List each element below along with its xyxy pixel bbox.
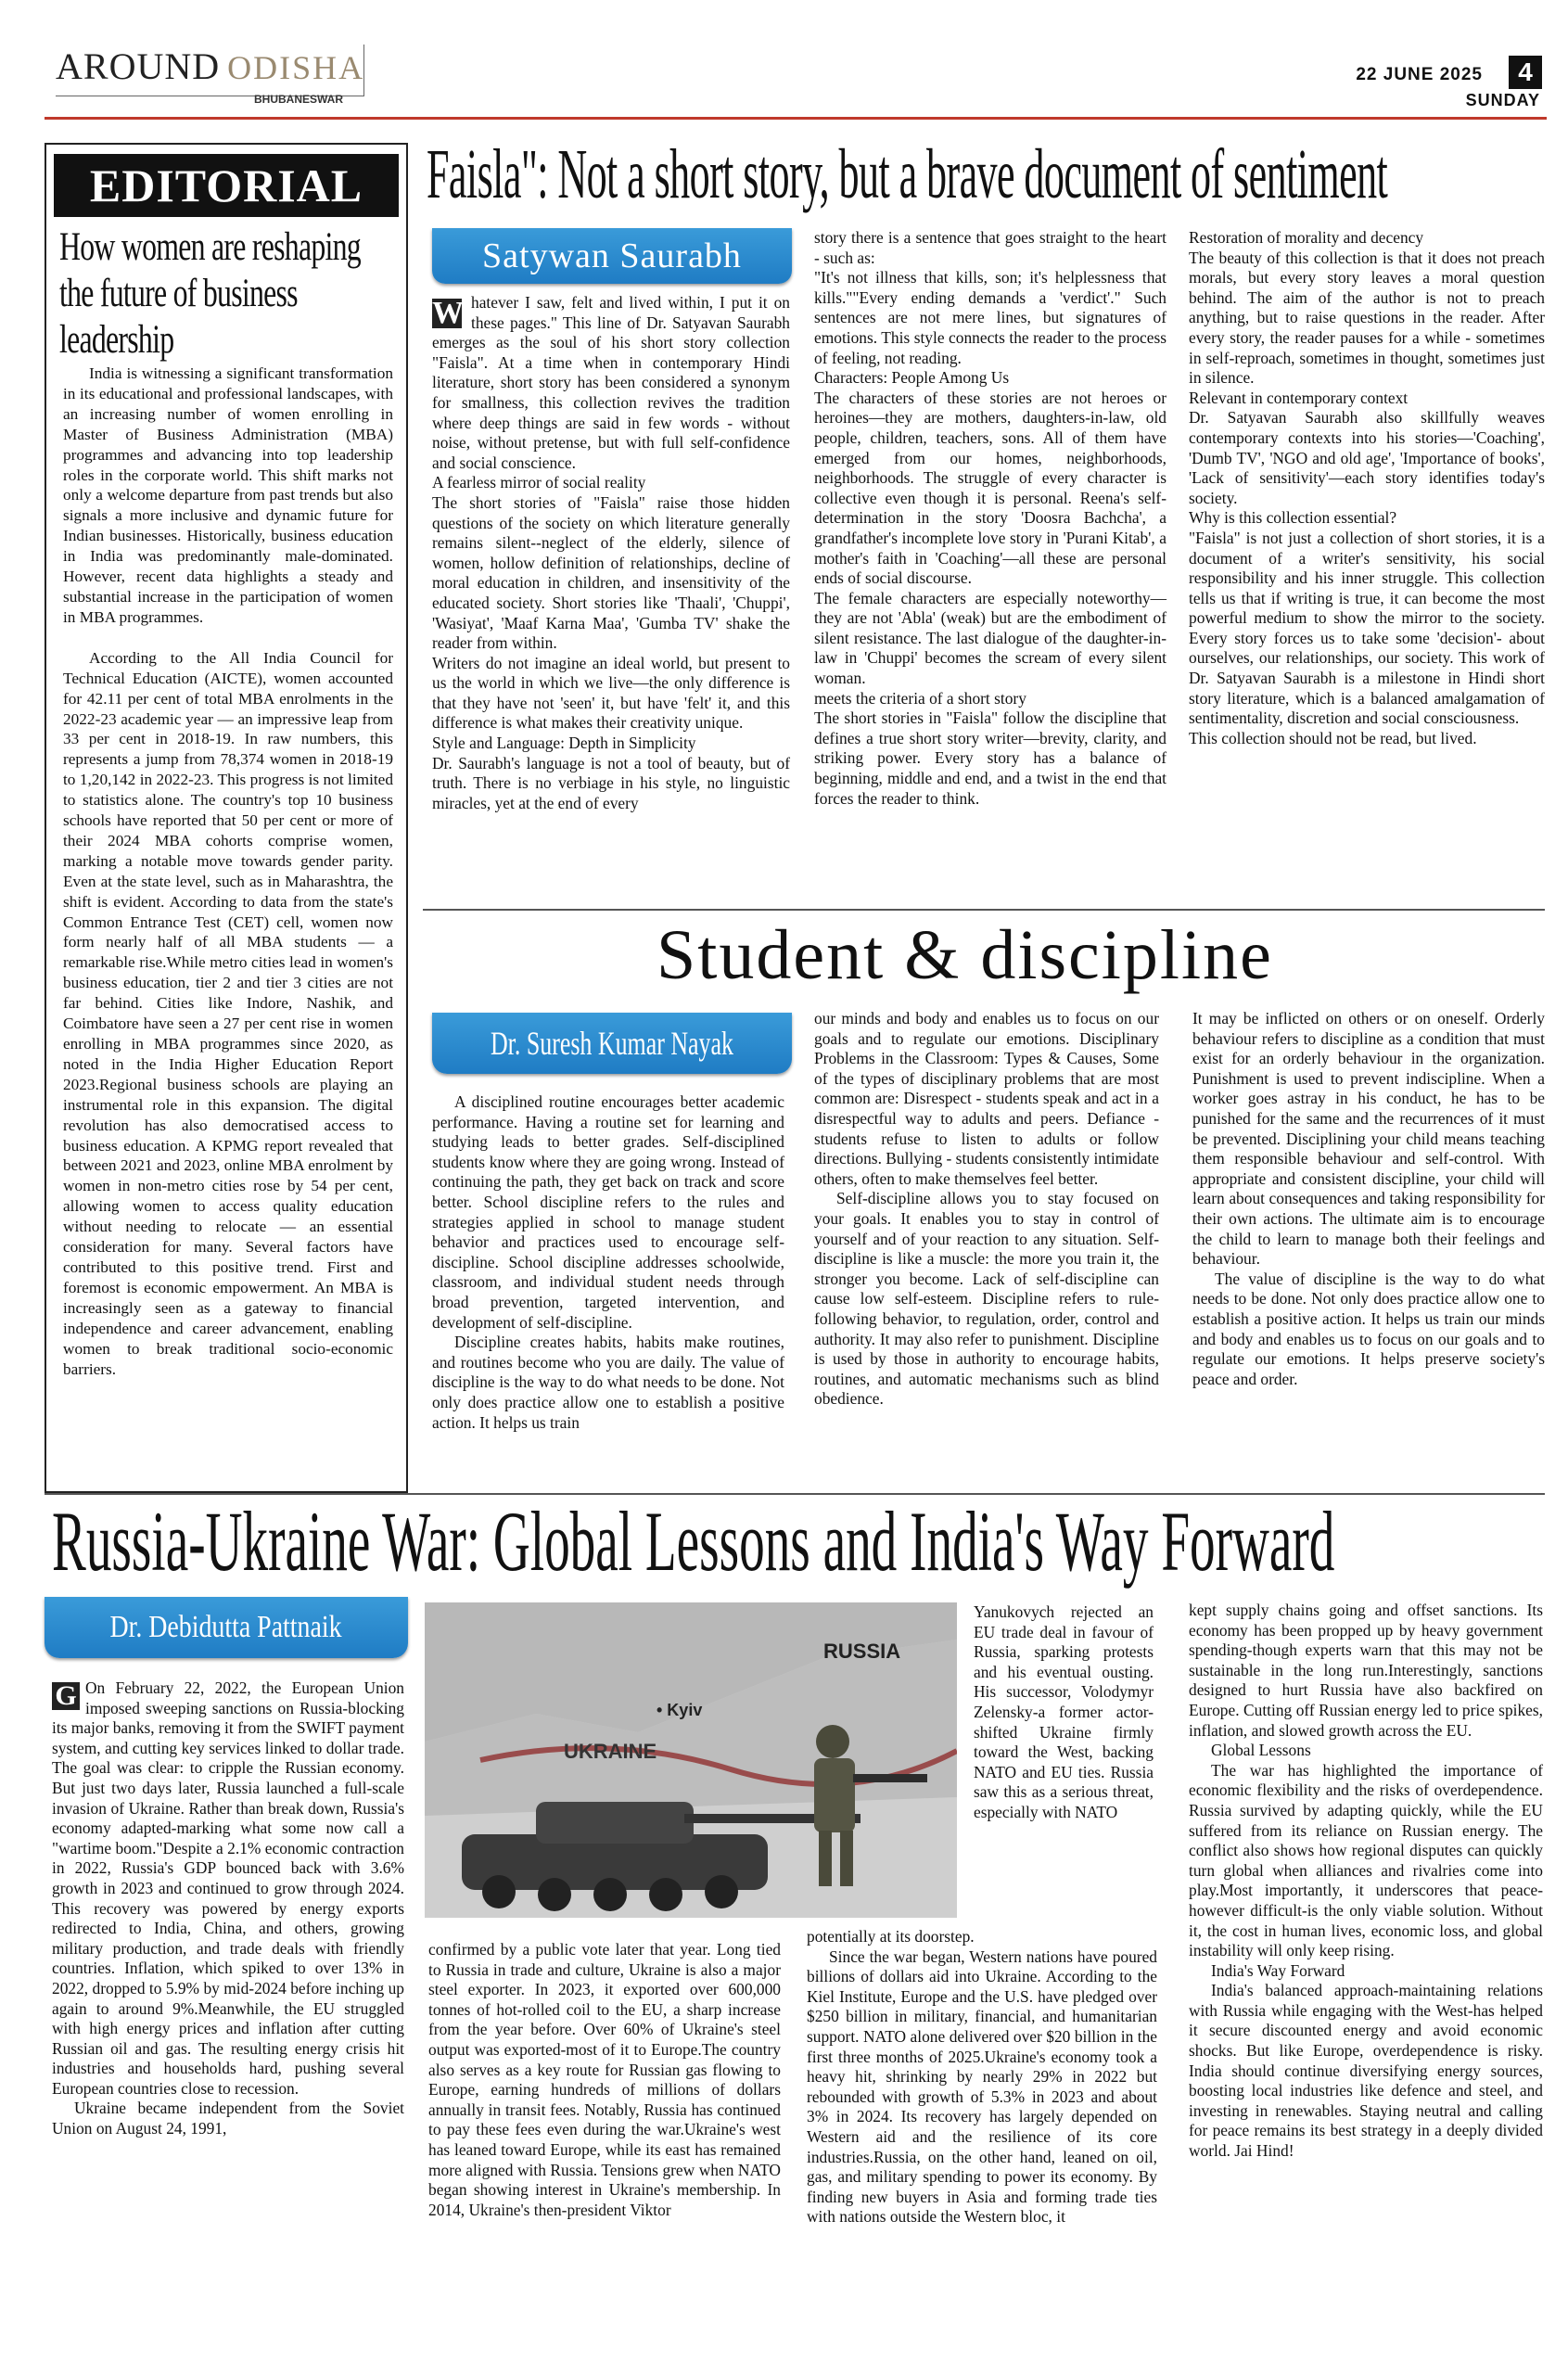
faisla-paragraph: Dr. Satyavan Saurabh also skillfully weaves contemporary contexts into his stories—'Coaching', 'Dumb TV', 'NGO and old age', 'Importance of books', 'Lack of sensitivity'—each story identifies today's society.: [1189, 408, 1545, 507]
russia-paragraph: potentially at its doorstep.: [807, 1927, 975, 1946]
russia-paragraph: kept supply chains going and offset sanctions. Its economy has been propped up by heavy government spending-though experts warn that this may not be sustainable in the long run.Interestingly, sanctions designed to hurt Russia have also backfired on Europe. Cutting off Russian energy led to price spikes, inflation, and slowed growth across the EU.: [1189, 1601, 1543, 1740]
russia-dropcap: G: [52, 1682, 80, 1710]
label-ukraine: UKRAINE: [564, 1740, 657, 1763]
student-paragraph: our minds and body and enables us to focus on our goals and to regulate our emotions. Disciplinary Problems in the Classroom: Types & Causes, Some of the types of disciplinary problems that are most common are: Disrespect - students speak and act in a disrespectful way to adults and peers. Defiance - students refuse to listen to adults or follow directions. Bullying - students consistently intimidate others, often to make themselves feel better.: [814, 1009, 1159, 1188]
russia-headline: Russia-Ukraine War: Global Lessons and India's Way Forward: [52, 1494, 1335, 1589]
faisla-subhead: Relevant in contemporary context: [1189, 388, 1409, 407]
student-headline: Student & discipline: [657, 916, 1273, 994]
faisla-paragraph: The short stories of "Faisla" raise those hidden questions of the society on which literature generally remains silent--neglect of the elderly, silence of women, hollow definition of relationships, decline of moral education in children, and insensitivity of the educated society. Short stories like 'Thaali', 'Chuppi', 'Wasiyat', 'Maaf Karna Maa', 'Gumba TV' shake the reader from within.: [432, 492, 790, 653]
student-paragraph: It may be inflicted on others or on oneself. Orderly behaviour refers to discipline as a condition that must exist for an orderly behaviour in the organization. Punishment is used to prevent indiscipline. When a worker goes astray in his conduct, he has to be punished for the same and the recurrences of it must be prevented. Disciplining your child means teaching them responsible behaviour and self-control. With appropriate and consistent discipline, your child will learn about consequences and taking responsibility for their own actions. The ultimate aim is to encourage the child to learn to manage both their feelings and behaviour.: [1192, 1009, 1545, 1269]
editorial-paragraph: According to the All India Council for Technical Education (AICTE), women accounted for 42.11 per cent of total MBA enrolments in the 2022-23 academic year — an impressive leap from 33 per cent in 2018-19. In raw numbers, this represents a jump from 78,374 women in 2018-19 to 1,20,142 in 2022-23. This progress is not limited to statistics alone. The country's top 10 business schools have reported that 50 per cent or more of their 2024 MBA cohorts comprise women, marking a notable move towards gender parity. Even at the state level, such as in Maharashtra, the shift is evident. According to data from the state's Common Entrance Test (CET) cell, women now form nearly half of all MBA students — a remarkable rise.While metro cities lead in women's business education, tier 2 and tier 3 cities are not far behind. Cities like Indore, Nashik, and Coimbatore have seen a 27 per cent rise in women enrolling in MBA programmes since 2020, as noted in the India Higher Education Report 2023.Regional business schools are playing an instrumental role in this expansion. The digital revolution has also democratised access to business education. A KPMG report revealed that between 2021 and 2023, online MBA enrolment by women in non-metro cities rose by 54 per cent, allowing women to access quality education without needing to relocate — an essential consideration for many. Several factors have contributed to this positive trend. First and foremost is economic empowerment. An MBA is increasingly seen as a gateway to financial independence and career advancement, enabling women to break traditional socio-economic barriers.: [63, 648, 393, 1378]
student-column-3: [1192, 1009, 1545, 1389]
russia-author-name: Dr. Debidutta Pattnaik: [109, 1610, 343, 1644]
issue-day: SUNDAY: [1465, 91, 1540, 109]
student-paragraph: A disciplined routine encourages better academic performance. Having a routine set for learning and studying leads to better grades. Self-disciplined students know where they are going wrong. Instead of continuing the path, they get back on track and score better. School discipline refers to the rules and strategies applied in school to manage student behavior and practices used to encourage self-discipline. School discipline addresses schoolwide, classroom, and individual student needs through broad prevention, targeted intervention, and development of self-discipline.: [432, 1092, 784, 1332]
war-illustration: [425, 1602, 957, 1918]
section-divider: [423, 909, 1545, 911]
faisla-subhead: Characters: People Among Us: [814, 368, 1010, 388]
faisla-paragraph: This collection should not be read, but lived.: [1189, 728, 1477, 747]
faisla-paragraph: The beauty of this collection is that it does not preach morals, but every story leaves a moral question behind. The aim of the author is not to preach anything, but to raise questions in the reader. After every story, the reader pauses for a while - sometimes in self-reproach, sometimes in thought, sometimes just in silence.: [1189, 248, 1545, 388]
faisla-column-2: [814, 228, 1166, 809]
faisla-paragraph: The female characters are especially noteworthy—they are not 'Abla' (weak) but are the embodiment of silent resistance. The last dialogue of the daughter-in-law in 'Chuppi' becomes the scream of every silent woman.: [814, 588, 1166, 688]
masthead-around: AROUND: [56, 45, 221, 87]
russia-paragraph: On February 22, 2022, the European Union imposed sweeping sanctions on Russia-blocking its major banks, removing it from the SWIFT payment system, and cutting key services linked to dollar trade. The goal was clear: to cripple the Russian economy. But just two days later, Russia launched a full-scale invasion of Ukraine. Rather than break down, Russia's economy adapted-marking what some now call a "wartime boom."Despite a 2.1% economic contraction in 2022, Russia's GDP bounced back with 3.6% growth in 2023 and continued to grow through 2024. This recovery was powered by energy exports redirected to India, China, and others, growing military production, and trade deals with friendly countries. Inflation, which spiked to over 13% in 2022, dropped to 5.9% by mid-2024 before inching up again to around 9%.Meanwhile, the EU struggled with high energy prices and inflation after cutting Russian oil and gas. The resulting energy crisis hit industries and households hard, pushing several European countries close to recession.: [52, 1678, 404, 2098]
russia-subhead: India's Way Forward: [1211, 1960, 1345, 1980]
student-paragraph: Discipline creates habits, habits make routines, and routines become who you are daily. The value of discipline is the way to do what needs to be done. Not only does practice allow one to establish a positive action. It helps us train: [432, 1333, 784, 1432]
student-author-name: Dr. Suresh Kumar Nayak: [490, 1025, 734, 1062]
russia-paragraph: Ukraine became independent from the Soviet Union on August 24, 1991,: [52, 2099, 404, 2138]
editorial-body: [63, 364, 393, 1399]
student-paragraph: Self-discipline allows you to stay focused on your goals. It enables you to stay in control of yourself and of your reaction to any situation. Self-discipline is like a muscle: the more you train it, the stronger you become. Lack of self-discipline can cause low self-esteem. Discipline refers to rule-following behavior, to regulation, order, control and authority. It may also refer to punishment. Discipline is used by those in authority to encourage habits, routines, and automatic mechanisms such as blind obedience.: [814, 1189, 1159, 1409]
masthead-frame: [56, 45, 364, 96]
faisla-paragraph: "Faisla" is not just a collection of short stories, it is a document of a writer's sensitivity, his social responsibility and his inner struggle. This collection tells us that if writing is true, it can become the most powerful medium to show the mirror to the society. Every story forces us to take some 'decision'- about ourselves, our relationships, our society. This work of Dr. Satyavan Saurabh is a milestone in Hindi short story literature, which is a balanced amalgamation of sentimentality, discretion and social consciousness.: [1189, 528, 1545, 728]
editorial-paragraph: India is witnessing a significant transformation in its educational and professional landscapes, with an increasing number of women enrolling in Master of Business Administration (MBA) programmes and advancing into top leadership roles in the corporate world. This shift marks not only a welcome departure from past trends but also signals a more inclusive and dynamic future for Indian businesses. Historically, business education in India was predominantly male-dominated. However, recent data highlights a steady and substantial increase in the participation of women in MBA programmes.: [63, 364, 393, 626]
label-kyiv: • Kyiv: [657, 1701, 703, 1719]
faisla-paragraph: The characters of these stories are not heroes or heroines—they are mothers, daughters-in-law, old people, children, teachers, sons. All of them have emerged from our homes, neighborhoods, neighborhoods. The struggle of every character is collective even though it is personal. Reena's self-determination in the story 'Doosra Bachcha', a grandfather's incomplete love story in 'Purani Kitab', a mother's faith in 'Coaching'—all these are personal ends of social discourse.: [814, 388, 1166, 588]
faisla-paragraph: meets the criteria of a short story: [814, 688, 1026, 708]
faisla-paragraph: Dr. Saurabh's language is not a tool of beauty, but of truth. There is no verbiage in his style, no linguistic miracles, yet at the end of every: [432, 753, 790, 812]
russia-paragraph: Since the war began, Western nations have poured billions of dollars aid into Ukraine. According to the Kiel Institute, Europe and the U.S. have pledged over $250 billion in military, financial, and humanitarian support. NATO alone delivered over $20 billion in the first three months of 2025.Ukraine's economy took a heavy hit, shrinking by nearly 29% in 2022 but rebounded with growth of 5.3% in 2023 and about 3% in 2024. Its recovery has largely depended on Western aid and the resilience of its core industries.Russia, on the other hand, leaned on oil, gas, and military spending to power its economy. By finding new buyers in Asia and forming trade ties with nations outside the Western bloc, it: [807, 1946, 1157, 2227]
student-author-badge: [432, 1013, 792, 1074]
editorial-box: [45, 143, 408, 1493]
page-number: 4: [1509, 56, 1542, 89]
faisla-subhead: Style and Language: Depth in Simplicity: [432, 734, 696, 753]
student-paragraph: The value of discipline is the way to do what needs to be done. Not only does practice allow one to establish a positive action. It helps us train our minds and body and enables us to focus on our goals and to regulate our emotions. It helps preserve society's peace and order.: [1192, 1269, 1545, 1388]
russia-author-badge: [45, 1597, 408, 1658]
faisla-subhead: A fearless mirror of social reality: [432, 473, 646, 492]
faisla-paragraph: "It's not illness that kills, son; it's helplessness that kills.""Every ending demands a 'verdict'." Such sentences are not mere lines, but signatures of emotions. This style connects the reader to the process of feeling, not reading.: [814, 268, 1166, 367]
faisla-headline: Faisla": Not a short story, but a brave document of sentiment: [427, 135, 1388, 213]
faisla-column-1: [432, 293, 790, 813]
masthead-rule: [45, 117, 1547, 120]
russia-paragraph: confirmed by a public vote later that year. Long tied to Russia in trade and culture, Ukraine is also a major steel exporter. In 2023, it exported over 600,000 tonnes of hot-rolled coil to the EU, a sharp increase from the year before. Over 60% of Ukraine's steel output was exported-most of it to Europe.The country also serves as a key route for Russian gas flowing to Europe, earning hundreds of millions of dollars annually in transit fees. Notably, Russia has continued to pay these fees even during the war.Ukraine's west has leaned toward Europe, while its east has remained more aligned with Russia. Tensions grew when NATO began showing interest in Ukraine's membership. In 2014, Ukraine's then-president Viktor: [428, 1940, 781, 2219]
masthead-city: BHUBANESWAR: [254, 93, 343, 106]
masthead-odisha: ODISHA: [227, 49, 365, 86]
student-column-2: [814, 1009, 1159, 1410]
russia-subhead: Global Lessons: [1211, 1741, 1311, 1760]
faisla-column-3: [1189, 228, 1545, 748]
masthead-logo: [56, 45, 365, 106]
russia-paragraph: Yanukovych rejected an EU trade deal in favour of Russia, sparking protests and his eventual ousting. His successor, Volodymyr Zelensky-a former actor-shifted Ukraine firmly toward the West, backing NATO and EU ties. Russia saw this as a serious threat, especially with NATO: [974, 1602, 1154, 1821]
russia-column-4: [1189, 1601, 1543, 2162]
faisla-paragraph: Writers do not imagine an ideal world, but present to us the world in which we live—the only difference is that they have not 'seen' it, but have 'felt' it, and this difference is what makes their creativity unique.: [432, 653, 790, 733]
russia-column-3: [807, 1927, 1157, 2227]
russia-column-2-top: [974, 1602, 1154, 1823]
editorial-label: EDITORIAL: [54, 154, 399, 217]
editorial-headline: How women are reshaping the future of business leadership: [59, 225, 361, 362]
student-column-1: [432, 1092, 784, 1433]
faisla-subhead: Why is this collection essential?: [1189, 508, 1397, 528]
russia-column-2: [428, 1940, 781, 2220]
issue-date: 22 JUNE 2025: [1356, 65, 1483, 84]
russia-paragraph: India's balanced approach-maintaining relations with Russia while engaging with the West-has helped it secure discounted energy and avoid economic shocks. But like Europe, overdependence is risky. India should continue diversifying energy sources, boosting local industries like defence and steel, and investing in renewables. Staying neutral and calling for peace remains its best strategy in a deeply divided world. Jai Hind!: [1189, 1981, 1543, 2161]
russia-paragraph: The war has highlighted the importance of economic flexibility and the risks of overdependence. Russia survived by adapting quickly, while the EU suffered from its reliance on Russian energy. The conflict also shows how regional disputes can quickly turn global when alliances and rivalries come into play.Most importantly, it underscores that peace-however difficult-is the only viable solution. Without it, the cost in human lives, economic loss, and global instability will only keep rising.: [1189, 1760, 1543, 1960]
label-russia: RUSSIA: [823, 1640, 901, 1663]
faisla-dropcap: W: [432, 296, 464, 330]
faisla-paragraph: hatever I saw, felt and lived within, I put it on these pages." This line of Dr. Satyavan Saurabh emerges as the soul of his short story collection "Faisla". At a time when in contemporary Hindi literature, short story has been considered a synonym for smallness, this collection revives the tradition where deep things are said in few words - without noise, without pretense, but with full self-confidence and social conscience.: [432, 293, 790, 472]
faisla-author-badge: Satywan Saurabh: [432, 228, 792, 284]
war-illustration-svg: [425, 1602, 957, 1918]
russia-column-1: [52, 1678, 404, 2139]
faisla-subhead: Restoration of morality and decency: [1189, 228, 1424, 247]
faisla-paragraph: The short stories in "Faisla" follow the discipline that defines a true short story writer—brevity, clarity, and striking power. Every story has a balance of beginning, middle and end, and a twist in the end that forces the reader to think.: [814, 708, 1166, 808]
faisla-paragraph: story there is a sentence that goes straight to the heart - such as:: [814, 228, 1166, 267]
